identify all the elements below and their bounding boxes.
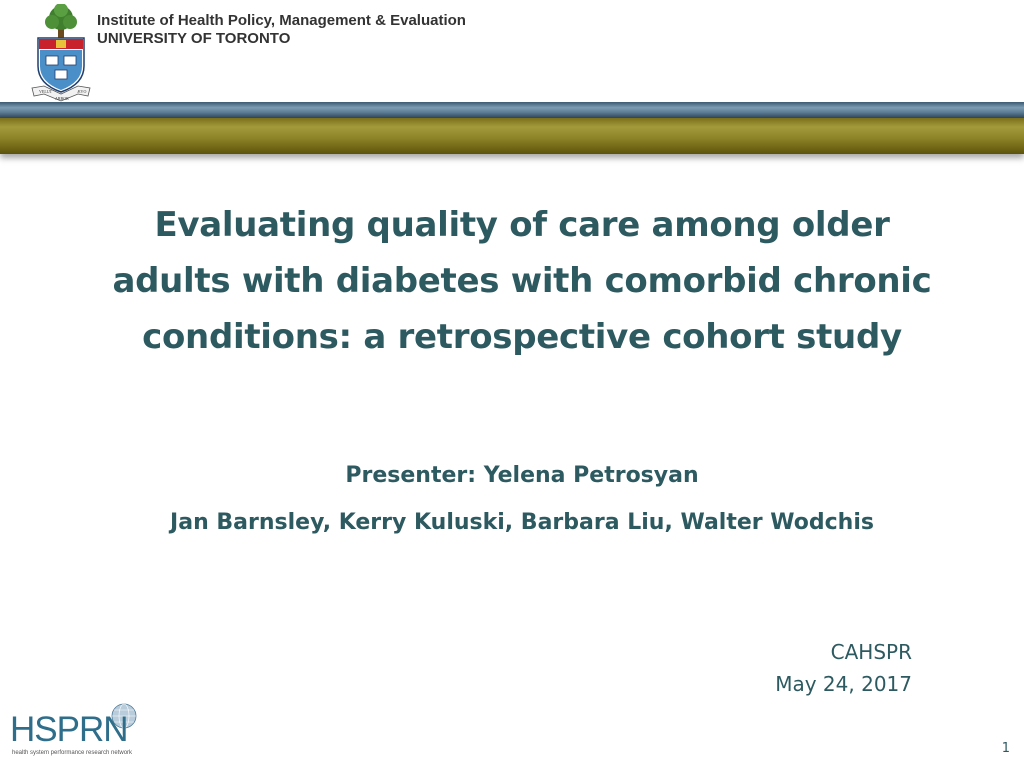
header-band-olive: [0, 118, 1024, 154]
title-line-3: conditions: a retrospective cohort study: [142, 317, 902, 357]
presenter-line: Presenter: Yelena Petrosyan: [345, 463, 699, 488]
hsprn-logo: [10, 702, 140, 760]
crest-motto-arbor: ARBOR: [55, 96, 69, 101]
university-name: UNIVERSITY OF TORONTO: [97, 30, 291, 47]
crest-motto-aevo: ÆVO: [77, 89, 87, 94]
conference-name: CAHSPR: [830, 640, 912, 664]
institution-header: [97, 12, 466, 48]
conference-date: May 24, 2017: [775, 672, 912, 696]
title-line-2: adults with diabetes with comorbid chronic: [112, 261, 932, 301]
university-crest-icon: [30, 4, 92, 104]
institute-name: Institute of Health Policy, Management & Evaluation: [97, 12, 466, 29]
header-band-blue: [0, 102, 1024, 118]
slide-title: [60, 197, 984, 365]
hsprn-logo-subtext: health system performance research network: [12, 750, 133, 756]
hsprn-logo-text: HSPRN: [10, 710, 128, 749]
conference-info: [775, 636, 912, 700]
authors-line: Jan Barnsley, Kerry Kuluski, Barbara Liu, Walter Wodchis: [170, 510, 874, 535]
title-line-1: Evaluating quality of care among older: [154, 205, 890, 245]
page-number: 1: [1001, 741, 1010, 756]
crest-motto-velut: VELUT: [39, 89, 53, 94]
